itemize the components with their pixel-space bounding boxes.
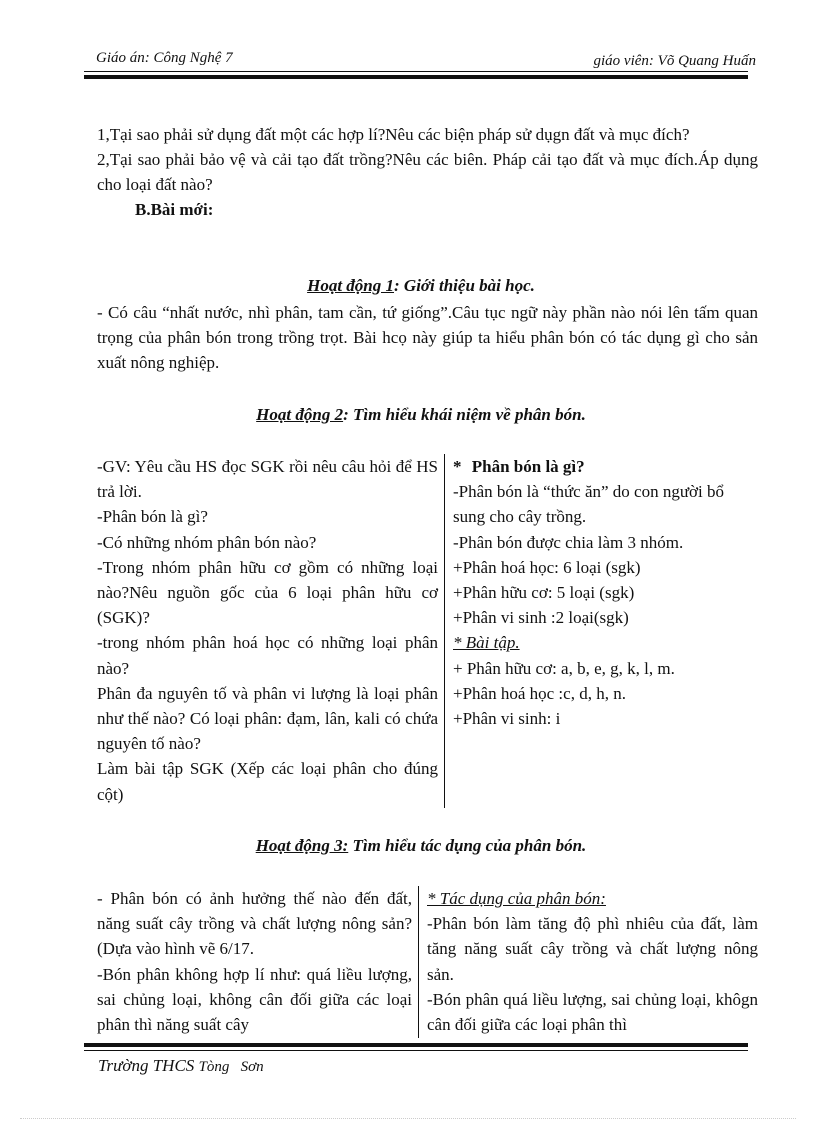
section-b-title: B.Bài mới: xyxy=(135,200,214,219)
activity-2-right-line: -Phân bón là “thức ăn” do con người bổ sung cho cây trồng. xyxy=(453,482,725,527)
activity-3-right-title: * Tác dụng của phân bón: xyxy=(427,889,606,908)
header-subject: Giáo án: Công Nghệ 7 xyxy=(96,50,233,66)
exercise-line: +Phân vi sinh: i xyxy=(453,709,561,729)
activity-2-teacher-column xyxy=(97,454,444,808)
review-questions xyxy=(97,122,758,222)
activity-3-right-line: -Bón phân quá liều lượng, sai chủng loại, khôgn cân đối giữa các loại phân thì xyxy=(427,989,758,1035)
activity-2-right-line: +Phân hoá học: 6 loại (sgk) xyxy=(453,557,641,577)
activity-1-label: Hoạt động 1 xyxy=(307,276,394,295)
activity-2-left-line: Phân đa nguyên tố và phân vi lượng là loại phân như thế nào? Có loại phân: đạm, lân, kali có chứa nguyên tố nào? xyxy=(97,683,438,754)
activity-2-left-line: -trong nhóm phân hoá học có những loại phân nào? xyxy=(97,633,438,678)
activity-2-table xyxy=(97,454,758,808)
activity-3-label: Hoạt động 3: xyxy=(255,836,349,855)
page-edge-dots xyxy=(20,1118,796,1119)
activity-2-content-column xyxy=(444,454,758,808)
activity-2-right-title xyxy=(453,454,758,479)
activity-1-title: : Giới thiệu bài học. xyxy=(394,276,535,295)
exercise-line: + Phân hữu cơ: a, b, e, g, k, l, m. xyxy=(453,658,675,678)
footer-rule-thick xyxy=(84,1043,748,1047)
activity-3-teacher-column xyxy=(97,886,418,1038)
footer-school: Trường THCS xyxy=(98,1056,195,1075)
activity-3-left-line: - Phân bón có ảnh hưởng thế nào đến đất, năng suất cây trồng và chất lượng nông sản? (Dựa vào hình vẽ 6/17. xyxy=(97,889,412,959)
activity-2-left-line: -Có những nhóm phân bón nào? xyxy=(97,532,317,552)
activity-2-left-line: -GV: Yêu cầu HS đọc SGK rồi nêu câu hỏi để HS trả lời. xyxy=(97,457,438,502)
title-text: Phân bón là gì? xyxy=(471,457,585,476)
footer xyxy=(98,1056,264,1076)
activity-2-title: : Tìm hiểu khái niệm về phân bón. xyxy=(343,405,586,424)
activity-3-right-line: -Phân bón làm tăng độ phì nhiêu của đất, làm tăng năng suất cây trồng và chất lượng nông sản. xyxy=(427,914,758,984)
activity-2-left-line: Làm bài tập SGK (Xếp các loại phân cho đúng cột) xyxy=(97,759,438,804)
activity-2-label: Hoạt động 2 xyxy=(256,405,344,424)
question-2: 2,Tại sao phải bảo vệ và cải tạo đất trồng?Nêu các biên. Pháp cải tạo đất và mục đích.Áp dụng cho loại đất nào? xyxy=(97,150,758,194)
activity-3-table xyxy=(97,886,758,1038)
question-1: 1,Tại sao phải sử dụng đất một các hợp lí?Nêu các biện pháp sử dụgn đất và mục đích? xyxy=(97,125,690,144)
activity-1-heading xyxy=(84,276,758,296)
activity-3-heading xyxy=(84,836,758,856)
activity-2-right-line: +Phân hữu cơ: 5 loại (sgk) xyxy=(453,583,635,603)
activity-3-left-line: -Bón phân không hợp lí như: quá liều lượng, sai chủng loại, không cân đối giữa các loại phân thì năng suất cây xyxy=(97,964,412,1035)
footer-rule-thin xyxy=(84,1050,748,1051)
activity-3-content-column xyxy=(418,886,758,1038)
header-rule-thin xyxy=(84,71,748,72)
exercise-line: +Phân hoá học :c, d, h, n. xyxy=(453,683,626,703)
activity-2-right-line: -Phân bón được chia làm 3 nhóm. xyxy=(453,532,684,552)
activity-2-right-line: +Phân vi sinh :2 loại(sgk) xyxy=(453,608,629,628)
footer-place: Tòng Sơn xyxy=(198,1059,264,1075)
exercise-title: * Bài tập. xyxy=(453,633,520,653)
activity-2-heading xyxy=(84,405,758,425)
activity-1-text: - Có câu “nhất nước, nhì phân, tam cần, tứ giống”.Câu tục ngữ này phần nào nói lên tấm quan trọng của phân bón trong trồng trọt. Bài hcọ này giúp ta hiểu phân bón có tác dụng gì cho sản xuất nông nghiệp. xyxy=(97,303,758,372)
title-star: * xyxy=(453,457,462,476)
header-teacher: giáo viên: Võ Quang Huấn xyxy=(593,53,756,69)
activity-2-left-line: -Trong nhóm phân hữu cơ gồm có những loại nào?Nêu nguồn gốc của 6 loại phân hữu cơ (SGK)? xyxy=(97,557,438,628)
header-rule-thick xyxy=(84,75,748,79)
activity-2-left-line: -Phân bón là gì? xyxy=(97,507,208,527)
activity-3-title: Tìm hiểu tác dụng của phân bón. xyxy=(348,836,587,855)
